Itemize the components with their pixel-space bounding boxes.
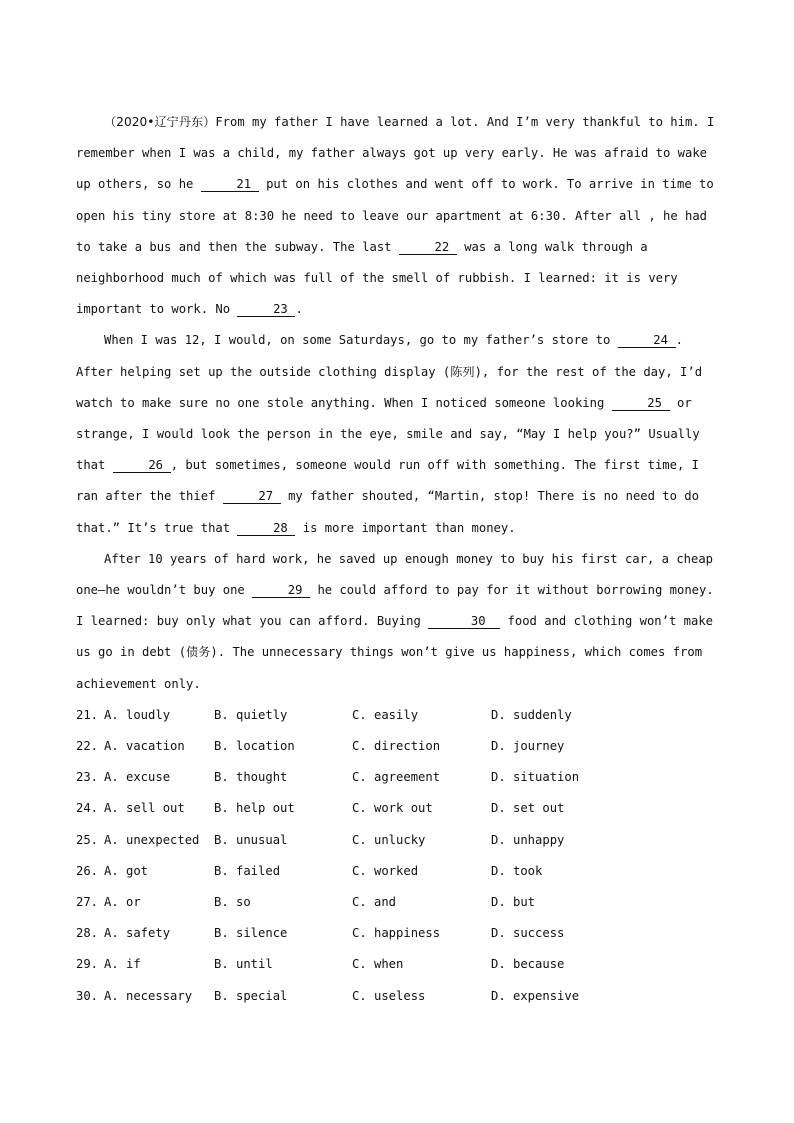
option-row-23 — [76, 762, 716, 793]
p1-text-1: From my father I have learned a lot. And I’m very thankful to him. I remember when I was a child, my father always got up very early. He was afraid to wake up others, so he — [76, 115, 715, 192]
blank-24: 24 — [618, 333, 676, 348]
option-row-24 — [76, 793, 716, 824]
question-number: 23. — [76, 770, 99, 785]
p2-text-5: my father shouted, “Martin, stop! There is no need to do that.” It’s true that — [76, 489, 699, 535]
blank-23: 23 — [237, 302, 295, 317]
option-d: D. but — [491, 894, 536, 909]
options-list — [76, 700, 716, 1012]
option-a: A. necessary — [104, 988, 193, 1003]
document-page — [76, 107, 716, 1012]
option-c: C. work out — [352, 801, 433, 816]
question-number: 30. — [76, 988, 99, 1003]
blank-25: 25 — [612, 396, 670, 411]
question-number: 29. — [76, 957, 99, 972]
option-d: D. success — [491, 926, 565, 941]
option-c: C. useless — [352, 988, 426, 1003]
p2-text-2: . After helping set up the outside clothing display (陈列), for the rest of the day, I’d watch to make sure no one stole anything. When I noticed someone looking — [76, 333, 703, 410]
blank-30: 30 — [428, 614, 500, 629]
blank-26: 26 — [113, 458, 171, 473]
option-row-28 — [76, 918, 716, 949]
option-row-25 — [76, 825, 716, 856]
option-c: C. worked — [352, 863, 419, 878]
p2-text-1: When I was 12, I would, on some Saturdays, go to my father’s store to — [104, 333, 618, 348]
option-b: B. help out — [214, 801, 295, 816]
question-number: 26. — [76, 863, 99, 878]
option-a: A. if — [104, 957, 141, 972]
p2-text-6: is more important than money. — [295, 520, 516, 535]
option-b: B. location — [214, 739, 295, 754]
p2-text-3: or strange, I would look the person in the eye, smile and say, “May I help you?” Usually that — [76, 395, 700, 473]
option-b: B. unusual — [214, 832, 288, 847]
option-row-22 — [76, 731, 716, 762]
option-row-30 — [76, 981, 716, 1012]
blank-27: 27 — [223, 489, 281, 504]
option-a: A. sell out — [104, 801, 185, 816]
blank-21: 21 — [201, 177, 259, 192]
option-a: A. vacation — [104, 739, 185, 754]
option-d: D. set out — [491, 801, 565, 816]
option-a: A. excuse — [104, 770, 171, 785]
option-b: B. until — [214, 957, 273, 972]
option-b: B. failed — [214, 863, 281, 878]
option-c: C. happiness — [352, 926, 441, 941]
option-b: B. special — [214, 988, 288, 1003]
option-d: D. journey — [491, 739, 565, 754]
blank-29: 29 — [252, 583, 310, 598]
p1-text-4: . — [295, 302, 303, 317]
p1-text-2: put on his clothes and went off to work. To arrive in time to open his tiny store at 8:30 he need to leave our apartment at 6:30. After all , he had to take a bus and then the subway. The last — [76, 177, 714, 254]
p2-text-4: , but sometimes, someone would run off with something. The first time, I ran after the thief — [76, 458, 699, 504]
option-b: B. thought — [214, 770, 288, 785]
p1-text-3: was a long walk through a neighborhood much of which was full of the smell of rubbish. I learned: it is very important to work. No — [76, 239, 678, 317]
option-a: A. unexpected — [104, 832, 200, 847]
option-d: D. suddenly — [491, 707, 572, 722]
option-c: C. direction — [352, 739, 441, 754]
blank-28: 28 — [237, 521, 295, 536]
option-a: A. got — [104, 863, 149, 878]
question-number: 22. — [76, 739, 99, 754]
question-number: 28. — [76, 926, 99, 941]
source-label: （2020•辽宁丹东） — [104, 115, 216, 129]
option-d: D. took — [491, 863, 543, 878]
p3-text-1: After 10 years of hard work, he saved up enough money to buy his first car, a cheap one—he wouldn’t buy one — [76, 551, 714, 598]
option-d: D. expensive — [491, 988, 580, 1003]
option-a: A. or — [104, 894, 141, 909]
question-number: 25. — [76, 832, 99, 847]
question-number: 24. — [76, 801, 99, 816]
option-a: A. loudly — [104, 707, 171, 722]
option-row-27 — [76, 887, 716, 918]
option-c: C. and — [352, 894, 397, 909]
option-c: C. when — [352, 957, 404, 972]
question-number: 21. — [76, 707, 99, 722]
option-b: B. silence — [214, 926, 288, 941]
paragraph-1 — [76, 107, 716, 325]
option-c: C. agreement — [352, 770, 441, 785]
option-row-26 — [76, 856, 716, 887]
option-a: A. safety — [104, 926, 171, 941]
option-b: B. so — [214, 894, 251, 909]
option-c: C. easily — [352, 707, 419, 722]
option-d: D. because — [491, 957, 565, 972]
blank-22: 22 — [399, 240, 457, 255]
option-d: D. unhappy — [491, 832, 565, 847]
question-number: 27. — [76, 894, 99, 909]
option-d: D. situation — [491, 770, 580, 785]
option-c: C. unlucky — [352, 832, 426, 847]
paragraph-2 — [76, 325, 716, 543]
option-b: B. quietly — [214, 707, 288, 722]
p3-text-2: he could afford to pay for it without borrowing money. I learned: buy only what you can afford. Buying — [76, 583, 714, 629]
option-row-21 — [76, 700, 716, 731]
paragraph-3 — [76, 544, 716, 700]
p3-text-3: food and clothing won’t make us go in debt (债务). The unnecessary things won’t give us happiness, which comes from achievement only. — [76, 614, 713, 691]
option-row-29 — [76, 949, 716, 980]
